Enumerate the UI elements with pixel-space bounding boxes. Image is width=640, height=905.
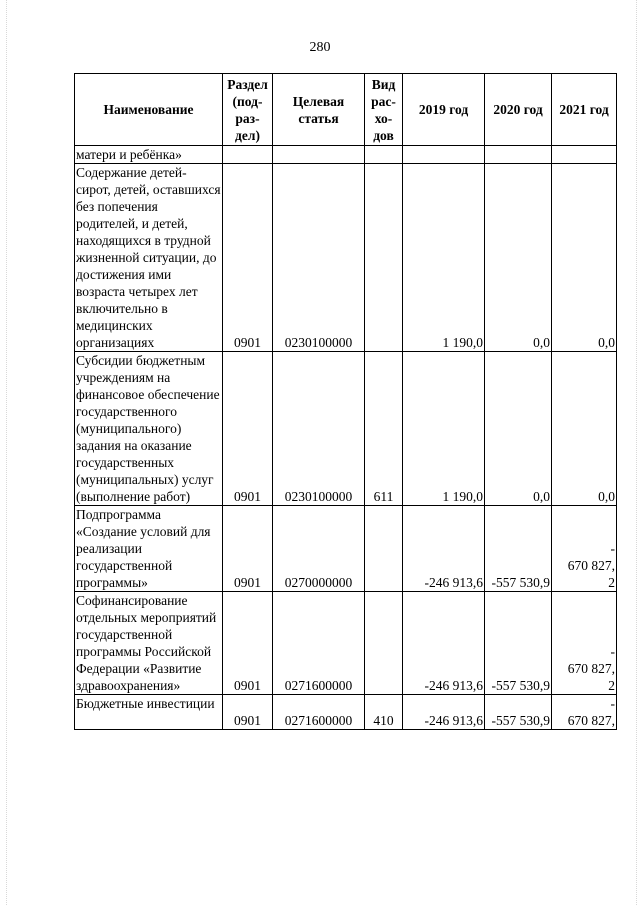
- table-row: [75, 695, 617, 730]
- row-target: 0270000000: [273, 506, 365, 592]
- row-2019: -246 913,6: [403, 506, 485, 592]
- row-2020: -557 530,9: [485, 592, 552, 695]
- col-header-name: Наименование: [75, 74, 223, 146]
- col-header-section-line: раз-: [235, 110, 260, 126]
- row-target: [273, 146, 365, 164]
- row-expense: [365, 592, 403, 695]
- row-2020: 0,0: [485, 164, 552, 352]
- col-header-expense-line: рас-: [371, 93, 396, 109]
- row-2020: 0,0: [485, 352, 552, 506]
- row-2021: 0,0: [552, 352, 617, 506]
- row-2021-line: -: [610, 644, 615, 659]
- row-section: 0901: [223, 164, 273, 352]
- col-header-target-line: статья: [298, 110, 339, 126]
- row-expense: 410: [365, 695, 403, 730]
- col-header-2020: 2020 год: [485, 74, 552, 146]
- row-name: Подпрограмма «Создание условий для реализации государственной программы»: [75, 506, 223, 592]
- col-header-target: [273, 74, 365, 146]
- row-2019: -246 913,6: [403, 695, 485, 730]
- row-name: Софинансирование отдельных мероприятий государственной программы Российской Федерации «Развитие здравоохранения»: [75, 592, 223, 695]
- col-header-section-line: дел): [235, 127, 260, 143]
- row-section: 0901: [223, 695, 273, 730]
- budget-table: [74, 73, 617, 730]
- row-2019: [403, 146, 485, 164]
- col-header-2021: 2021 год: [552, 74, 617, 146]
- row-target: 0230100000: [273, 352, 365, 506]
- col-header-expense-line: дов: [373, 127, 394, 143]
- row-2021-line: 670 827,: [567, 661, 615, 676]
- col-header-target-line: Целевая: [292, 93, 345, 109]
- col-header-expense: [365, 74, 403, 146]
- row-2021-line: -: [610, 541, 615, 556]
- row-2019: -246 913,6: [403, 592, 485, 695]
- row-expense: [365, 164, 403, 352]
- row-2021: [552, 695, 617, 730]
- row-2020: -557 530,9: [485, 695, 552, 730]
- row-2021: 0,0: [552, 164, 617, 352]
- row-2021-line: 670 827,: [567, 558, 615, 573]
- row-expense: 611: [365, 352, 403, 506]
- row-name: Бюджетные инвестиции: [75, 695, 223, 730]
- row-expense: [365, 506, 403, 592]
- row-target: 0230100000: [273, 164, 365, 352]
- col-header-section: [223, 74, 273, 146]
- table-row: [75, 506, 617, 592]
- row-2021-line: -: [610, 696, 615, 711]
- col-header-expense-line: Вид: [371, 76, 396, 92]
- row-2021-line: 2: [608, 575, 615, 590]
- row-2021: [552, 146, 617, 164]
- row-2019: 1 190,0: [403, 352, 485, 506]
- row-name: матери и ребёнка»: [75, 146, 223, 164]
- row-name: Содержание детей-сирот, детей, оставшихся без попечения родителей, и детей, находящихся в трудной жизненной ситуации, до достижения ими возраста четырех лет включительно в медицинских организациях: [76, 165, 221, 350]
- row-2020: [485, 146, 552, 164]
- col-header-2019: 2019 год: [403, 74, 485, 146]
- table-row: [75, 352, 617, 506]
- row-section: [223, 146, 273, 164]
- scan-edge-left: [6, 0, 9, 905]
- col-header-section-line: (под-: [232, 93, 263, 109]
- row-section: 0901: [223, 506, 273, 592]
- row-2021: [552, 592, 617, 695]
- row-2020: -557 530,9: [485, 506, 552, 592]
- page-number: 280: [309, 40, 331, 55]
- row-2021-line: 670 827,: [567, 713, 615, 728]
- row-2019: 1 190,0: [403, 164, 485, 352]
- table-row: [75, 592, 617, 695]
- row-target: 0271600000: [273, 695, 365, 730]
- row-section: 0901: [223, 352, 273, 506]
- row-name: Субсидии бюджетным учреждениям на финансовое обеспечение государственного (муниципального) задания на оказание государственных (муниципальных) услуг (выполнение работ): [75, 352, 223, 506]
- col-header-expense-line: хо-: [374, 110, 393, 126]
- row-2021: [552, 506, 617, 592]
- table-row: [75, 164, 617, 352]
- table-row: [75, 146, 617, 164]
- row-2021-line: 2: [608, 678, 615, 693]
- row-target: 0271600000: [273, 592, 365, 695]
- header-row: [75, 74, 617, 146]
- col-header-section-line: Раздел: [227, 76, 268, 92]
- scan-edge-right: [636, 0, 639, 905]
- row-section: 0901: [223, 592, 273, 695]
- row-expense: [365, 146, 403, 164]
